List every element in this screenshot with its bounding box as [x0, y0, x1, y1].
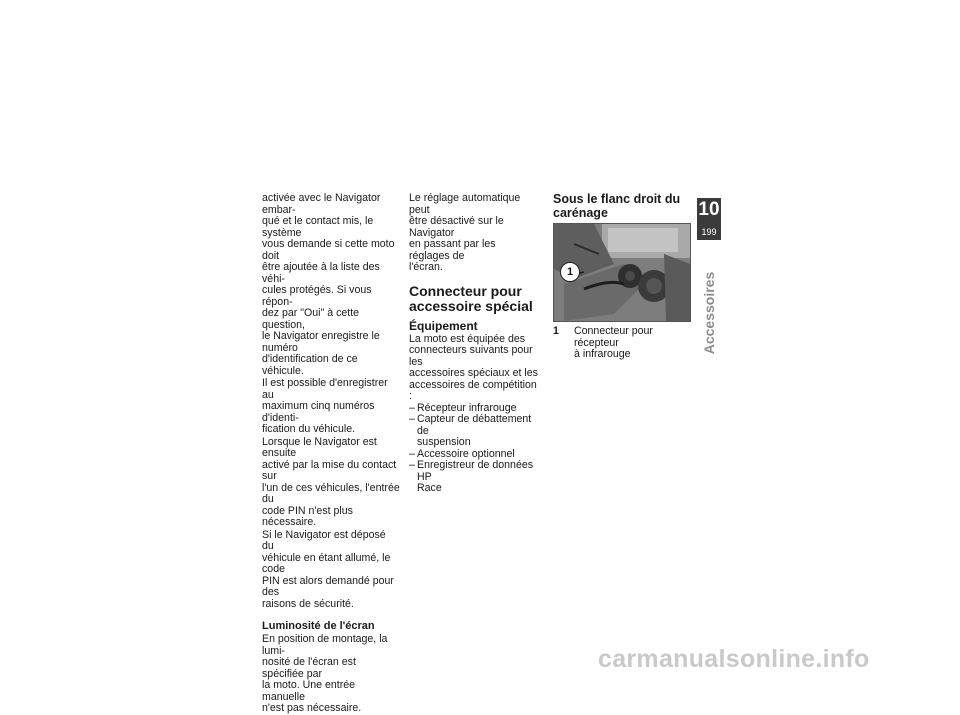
legend-text: Connecteur pour récepteur à infrarouge — [574, 325, 653, 360]
chapter-title-vertical: Accessoires — [701, 271, 717, 355]
connector-photo — [553, 223, 691, 322]
list-item: – Capteur de débattement de suspension — [409, 414, 538, 449]
paragraph: Lorsque le Navigator est ensuite activé par la mise du contact sur l'un de ces véhicules, l'entrée du code PIN n'est plus nécessaire. — [262, 435, 400, 528]
section-heading-fairing: Sous le flanc droit du carénage — [553, 192, 681, 220]
page-number: 199 — [701, 227, 717, 237]
callout-1: 1 — [560, 262, 580, 282]
paragraph: Il est possible d'enregistrer au maximum cinq numéros d'identi- fication du véhicule. — [262, 377, 388, 435]
connector-list — [409, 403, 538, 495]
list-item: – Accessoire optionnel — [409, 449, 538, 461]
paragraph: La moto est équipée des connecteurs suivants pour les accessoires spéciaux et les accessoires de compétition : — [409, 332, 538, 402]
subsection-heading-equipment: Équipement — [409, 318, 478, 333]
chapter-number: 10 — [698, 199, 720, 220]
text-column-2 — [409, 193, 538, 495]
photo-legend — [553, 326, 693, 361]
paragraph: activée avec le Navigator embar- qué et le contact mis, le système vous demande si cette moto doit être ajoutée à la liste des véhi- cules protégés. Si vous répon- dez par "Oui" à cette question, le Navigator enregistre le numéro d'identification de ce véhicule. — [262, 192, 395, 377]
list-item: – Récepteur infrarouge — [409, 403, 538, 415]
legend-number: 1 — [553, 325, 559, 337]
paragraph: En position de montage, la lumi- nosité de l'écran est spécifiée par la moto. Une entrée manuelle n'est pas nécessaire. — [262, 633, 388, 714]
paragraph: Le réglage automatique peut être désactivé sur le Navigator en passant par les réglages de l'écran. — [409, 192, 521, 273]
subsection-heading-brightness: Luminosité de l'écran — [262, 620, 375, 632]
text-column-3 — [553, 193, 693, 361]
paragraph: Si le Navigator est déposé du véhicule en étant allumé, le code PIN est alors demandé pour des raisons de sécurité. — [262, 528, 394, 610]
section-heading-connector: Connecteur pour accessoire spécial — [409, 282, 533, 314]
text-column-1 — [262, 193, 400, 715]
list-item: – Enregistreur de données HP Race — [409, 460, 538, 495]
site-watermark: carmanualsonline.info — [598, 645, 870, 673]
